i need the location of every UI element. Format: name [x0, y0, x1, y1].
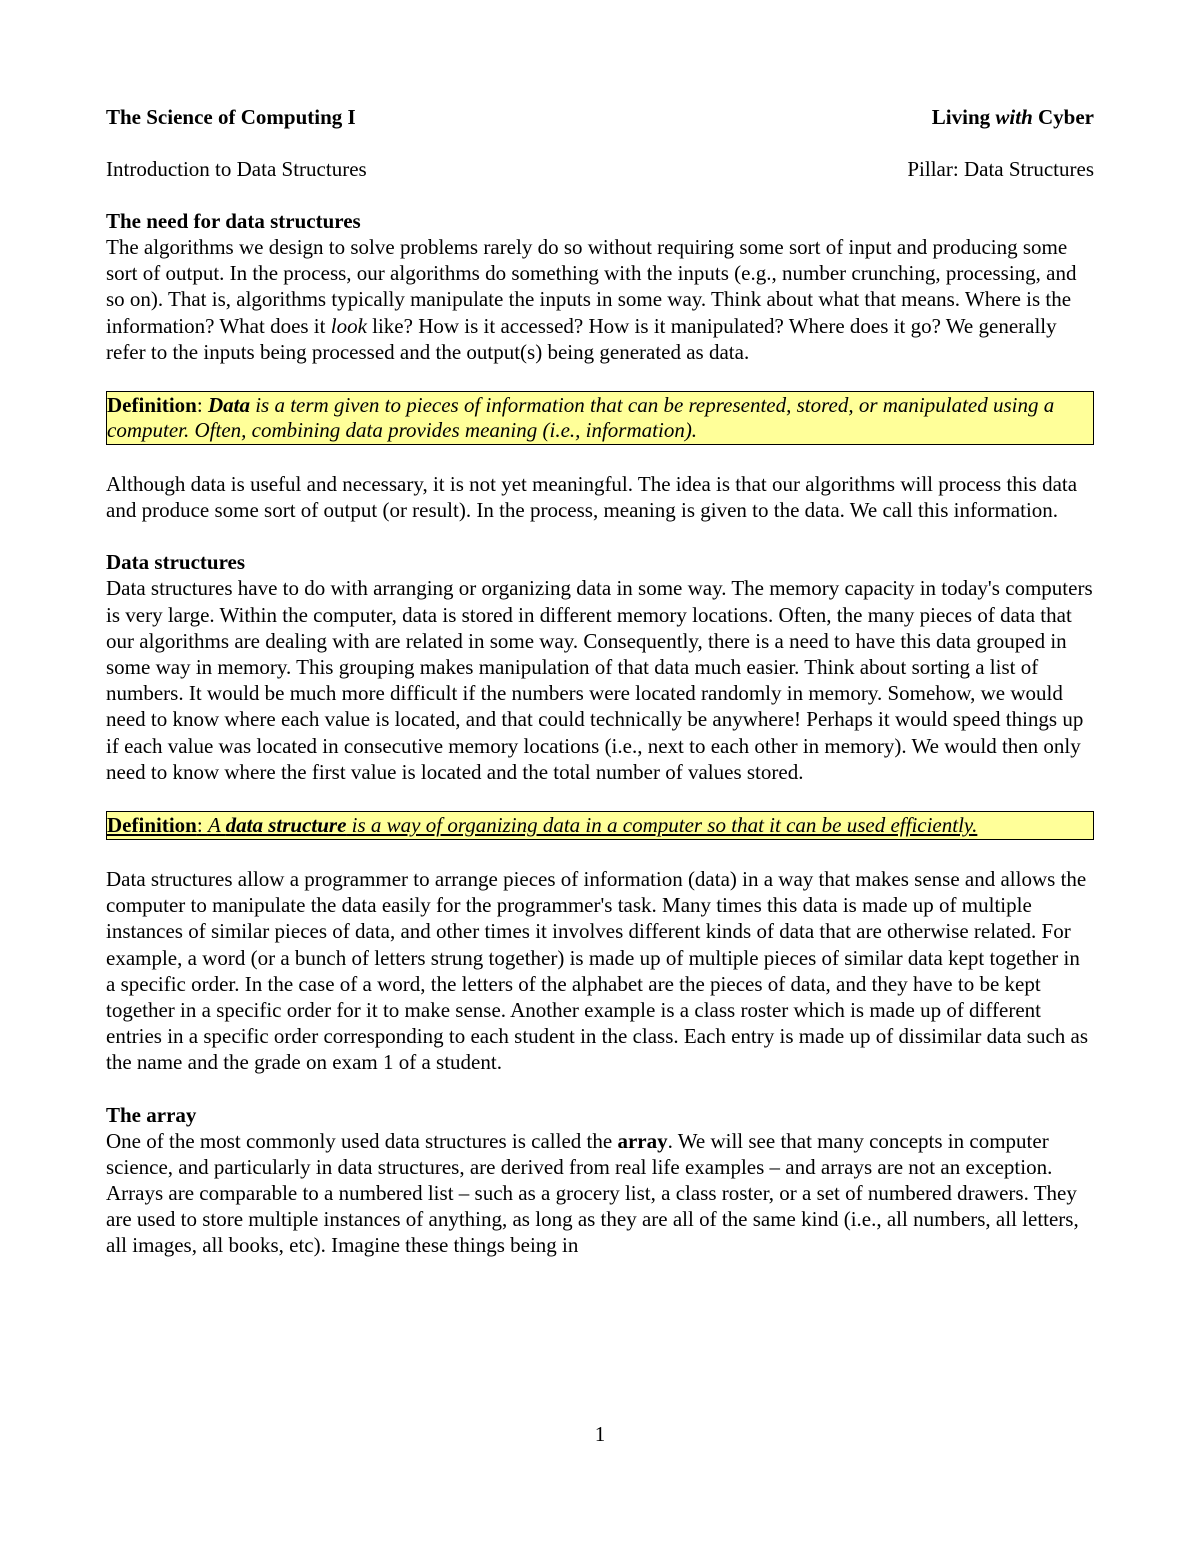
document-page: [106, 104, 1094, 1259]
array-paragraph: One of the most commonly used data structures is called the array. We will see that many concepts in computer science, and particularly in data structures, are derived from real life examples – and arrays are not an exception. Arrays are comparable to a numbered list – such as a grocery list, a class roster, or a set of numbered drawers. They are used to store multiple instances of anything, as long as they are all of the same kind (i.e., all numbers, all letters, all images, all books, etc). Imagine these things being in: [106, 1128, 1079, 1258]
need-paragraph-1: The algorithms we design to solve problems rarely do so without requiring some sort of input and producing some sort of output. In the process, our algorithms do something with the inputs (e.g., number crunching, processing, and so on). That is, algorithms typically manipulate the inputs in some way. Think about what that means. Where is the information? What does it look like? How is it accessed? How is it manipulated? Where does it go? We generally refer to the inputs being processed and the output(s) being generated as data.: [106, 235, 1077, 364]
course-title: The Science of Computing I: [106, 105, 356, 129]
definition-box-data: Definition: Data is a term given to pieces of information that can be represented, stored, or manipulated using a computer. Often, combining data provides meaning (i.e., information).: [106, 391, 1094, 445]
subheader-row: [106, 156, 1094, 182]
section-heading-array: The array: [106, 1102, 197, 1127]
series-title: Living with Cyber: [931, 105, 1094, 129]
header-row: [106, 104, 1094, 130]
section-heading-data-structures: Data structures: [106, 550, 246, 575]
ds-paragraph-2: Data structures allow a programmer to arrange pieces of information (data) in a way that makes sense and allows the computer to manipulate the data easily for the programmer's task. Many times this data is made up of multiple instances of similar pieces of data, and other times it involves different kinds of data that are otherwise related. For example, a word (or a bunch of letters strung together) is made up of multiple pieces of similar data kept together in a specific order. In the case of a word, the letters of the alphabet are the pieces of data, and they have to be kept together in a specific order for it to make sense. Another example is a class roster which is made up of different entries in a specific order corresponding to each student in the class. Each entry is made up of dissimilar data such as the name and the grade on exam 1 of a student.: [106, 867, 1089, 1075]
topic-title: Introduction to Data Structures: [106, 157, 367, 181]
ds-paragraph-1: Data structures have to do with arranging or organizing data in some way. The memory capacity in today's computers is very large. Within the computer, data is stored in different memory locations. Often, the many pieces of data that our algorithms are dealing with are related in some way. Consequently, there is a need to have this data grouped in some way in memory. This grouping makes manipulation of that data much easier. Think about sorting a list of numbers. It would be much more difficult if the numbers were located randomly in memory. Somehow, we would need to know where each value is located, and that could technically be anywhere! Perhaps it would speed things up if each value was located in consecutive memory locations (i.e., next to each other in memory). We would then only need to know where the first value is located and the total number of values stored.: [106, 576, 1093, 784]
page-number: 1: [594, 1422, 606, 1446]
definition-box-data-structure: Definition: A data structure is a way of organizing data in a computer so that it can be used efficiently.: [106, 811, 1094, 840]
pillar-label: Pillar: Data Structures: [907, 157, 1094, 181]
need-paragraph-2: Although data is useful and necessary, it is not yet meaningful. The idea is that our algorithms will process this data and produce some sort of output (or result). In the process, meaning is given to the data. We call this information.: [106, 472, 1078, 523]
section-heading-need: The need for data structures: [106, 209, 361, 233]
